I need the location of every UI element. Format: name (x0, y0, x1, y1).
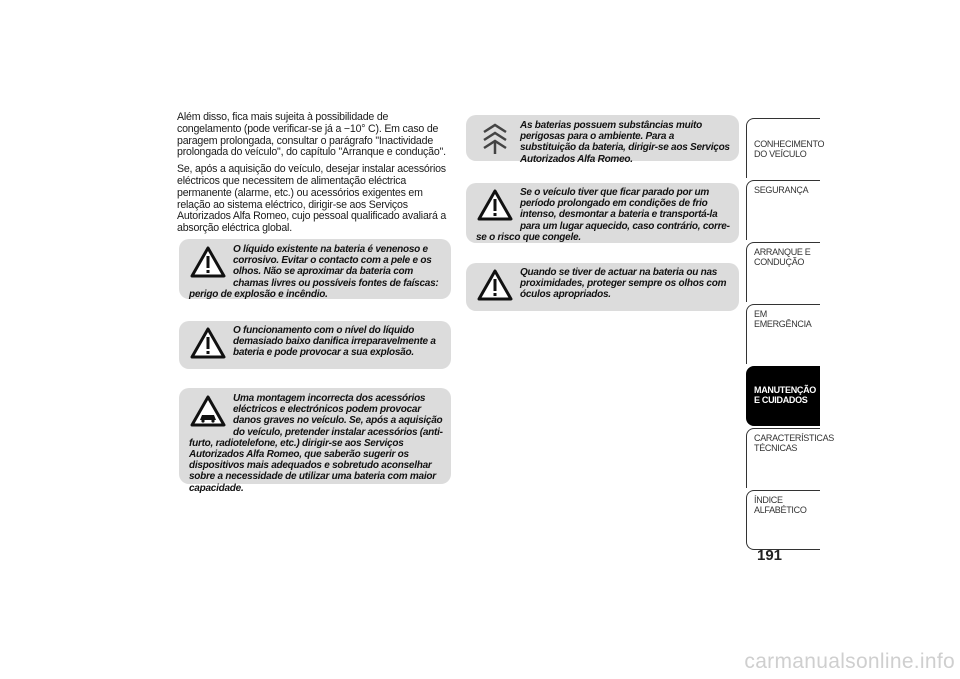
tab-seguranca[interactable]: SEGURANÇA (746, 180, 820, 240)
warning-text: O funcionamento com o nível do líquido demasiado baixo danifica irreparavelmente a bateria e pode provocar a sua explosão. (233, 325, 436, 359)
tab-indice-alfabetico[interactable]: ÍNDICE ALFABÉTICO (746, 490, 820, 550)
warning-text: Se o veículo tiver que ficar parado por um período prolongado em condições de frio intenso, desmontar a bateria e transportá-la para um lugar aquecido, caso contrário, corre-se o risco que congele. (476, 187, 730, 243)
tab-em-emergencia[interactable]: EM EMERGÊNCIA (746, 304, 820, 364)
warning-text: As baterias possuem substâncias muito perigosas para o ambiente. Para a substituição da bateria, dirigir-se aos Serviços Autorizados Alfa Romeo. (520, 120, 730, 165)
warning-triangle-icon (189, 244, 227, 280)
watermark: carmanualsonline.info (744, 650, 955, 673)
body-paragraph: Além disso, fica mais sujeita à possibilidade de congelamento (pode verificar-se já a −10° C). Em caso de paragem prolongada, consultar o parágrafo "Inactividade prolongada do veículo", do capítulo "Arranque e condução". (177, 111, 446, 159)
tab-caracteristicas-tecnicas[interactable]: CARACTERÍSTICAS TÉCNICAS (746, 428, 820, 488)
chapter-tabs (746, 118, 835, 552)
warning-triangle-icon (189, 325, 227, 361)
tab-manutencao-e-cuidados[interactable]: MANUTENÇÃO E CUIDADOS (746, 366, 820, 426)
environment-chevron-icon (476, 120, 514, 156)
warning-box (179, 321, 451, 369)
warning-triangle-icon (476, 187, 514, 223)
warning-box (179, 239, 451, 299)
warning-box (466, 115, 739, 165)
car-warning-icon (189, 393, 227, 429)
tab-conhecimento-do-veiculo[interactable]: CONHECIMENTO DO VEÍCULO (746, 118, 820, 178)
warning-box (466, 183, 739, 243)
tab-arranque-e-conducao[interactable]: ARRANQUE E CONDUÇÃO (746, 242, 820, 302)
warning-box (179, 388, 451, 494)
warning-text: O líquido existente na bateria é venenoso e corrosivo. Evitar o contacto com a pele e os olhos. Não se aproximar da bateria com chamas livres ou possíveis fontes de faíscas: perigo de explosão e incêndio. (189, 244, 439, 300)
body-paragraph: Se, após a aquisição do veículo, desejar instalar acessórios eléctricos que necessitem de alimentação eléctrica permanente (alarme, etc.) ou acessórios exigentes em relação ao sistema eléctrico, dirigir-se aos Serviços Autorizados Alfa Romeo, cujo pessoal qualificado avaliará a absorção eléctrica global. (177, 163, 447, 235)
warning-text: Uma montagem incorrecta dos acessórios eléctricos e electrónicos podem provocar danos graves no veículo. Se, após a aquisição do veículo, pretender instalar acessórios (anti-furto, radiotelefone, etc.) dirigir-se aos Serviços Autorizados Alfa Romeo, que saberão sugerir os dispositivos mais adequados e sobretudo aconselhar sobre a necessidade de utilizar uma bateria com maior capacidade. (189, 393, 443, 494)
warning-box (466, 263, 739, 311)
page-number: 191 (757, 547, 783, 564)
body-text-column (177, 112, 453, 240)
warning-triangle-icon (476, 267, 514, 303)
warning-text: Quando se tiver de actuar na bateria ou nas proximidades, proteger sempre os olhos com óculos apropriados. (520, 267, 727, 301)
